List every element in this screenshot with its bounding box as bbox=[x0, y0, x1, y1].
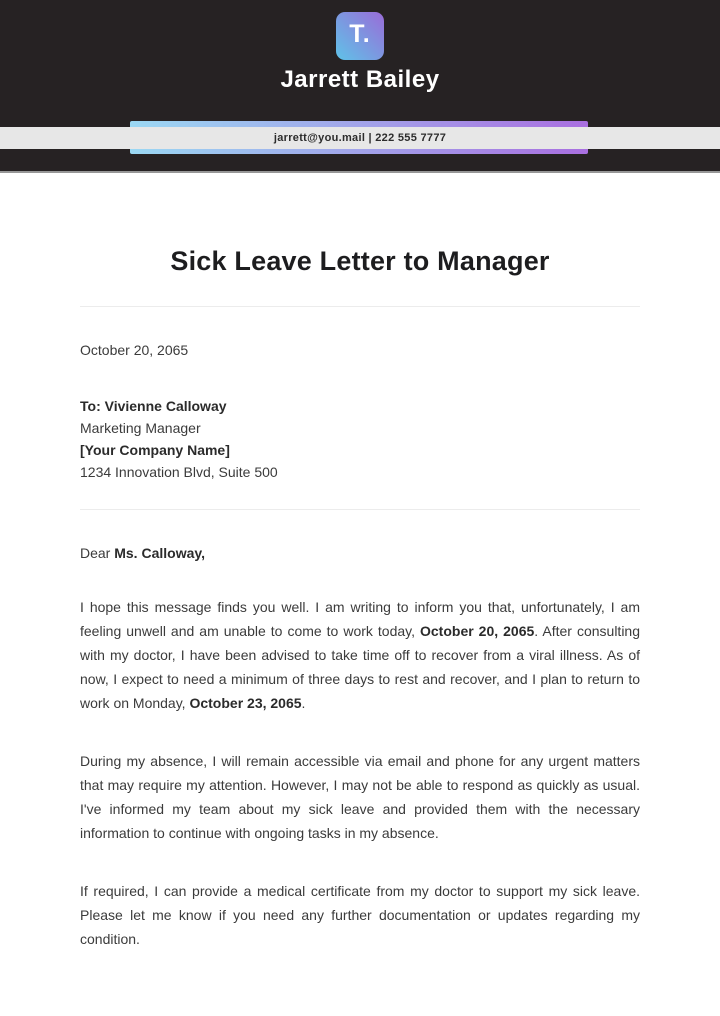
brand-logo-letter: T. bbox=[349, 20, 371, 48]
recipient-block bbox=[80, 395, 640, 483]
recipient-role: Marketing Manager bbox=[80, 420, 201, 436]
divider bbox=[80, 509, 640, 510]
salutation-prefix: Dear bbox=[80, 545, 115, 561]
sender-name: Jarrett Bailey bbox=[280, 66, 440, 93]
letter-body bbox=[80, 595, 640, 951]
contact-info: jarrett@you.mail | 222 555 7777 bbox=[273, 132, 447, 144]
letter-date: October 20, 2065 bbox=[80, 342, 189, 358]
recipient-address: 1234 Innovation Blvd, Suite 500 bbox=[80, 464, 278, 480]
divider bbox=[80, 306, 640, 307]
letter-content bbox=[0, 173, 720, 951]
salutation-name: Ms. Calloway, bbox=[114, 545, 206, 561]
letter-paragraph: During my absence, I will remain accessible via email and phone for any urgent matters that may require my attention. However, I may not be able to respond as quickly as usual. I've informed my team about my sick leave and provided them with the necessary information to continue with ongoing tasks in my absence. bbox=[80, 753, 640, 841]
letterhead bbox=[0, 0, 720, 173]
contact-strip bbox=[0, 127, 720, 149]
recipient-name: To: Vivienne Calloway bbox=[80, 398, 227, 414]
brand-logo-icon bbox=[336, 12, 384, 60]
letter-paragraph: If required, I can provide a medical certificate from my doctor to support my sick leave. Please let me know if you need any further documentation or updates regarding my condition. bbox=[80, 883, 640, 947]
letter-paragraph: I hope this message finds you well. I am writing to inform you that, unfortunately, I am feeling unwell and am unable to come to work today, October 20, 2065. After consulting with my doctor, I have been advised to take time off to recover from a viral illness. As of now, I expect to need a minimum of three days to rest and recover, and I plan to return to work on Monday, October 23, 2065. bbox=[80, 599, 640, 711]
recipient-company: [Your Company Name] bbox=[80, 442, 230, 458]
letter-title: Sick Leave Letter to Manager bbox=[170, 246, 550, 276]
salutation bbox=[80, 545, 640, 561]
